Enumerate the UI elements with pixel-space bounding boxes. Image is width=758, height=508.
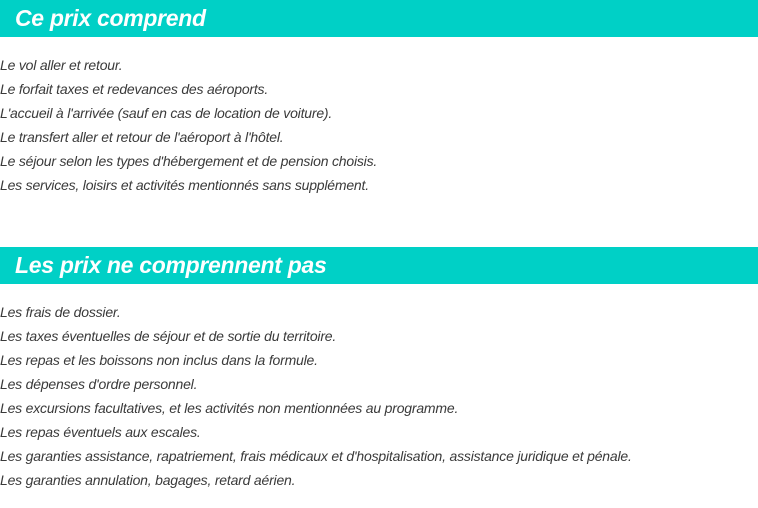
list-item: Les services, loisirs et activités mentionnés sans supplément. — [0, 177, 369, 193]
list-item: Les frais de dossier. — [0, 304, 121, 320]
list-item: Le transfert aller et retour de l'aéroport à l'hôtel. — [0, 129, 284, 145]
list-item: Les excursions facultatives, et les activités non mentionnées au programme. — [0, 400, 459, 416]
list-item: Les repas et les boissons non inclus dans la formule. — [0, 352, 318, 368]
included-items-list — [0, 53, 377, 197]
list-item: Les dépenses d'ordre personnel. — [0, 376, 198, 392]
list-item: L'accueil à l'arrivée (sauf en cas de location de voiture). — [0, 105, 333, 121]
excluded-section-title: Les prix ne comprennent pas — [15, 252, 327, 278]
list-item: Les garanties annulation, bagages, retard aérien. — [0, 472, 296, 488]
list-item: Le séjour selon les types d'hébergement et de pension choisis. — [0, 153, 378, 169]
list-item: Le forfait taxes et redevances des aéroports. — [0, 81, 269, 97]
excluded-section-header — [0, 247, 758, 284]
list-item: Les repas éventuels aux escales. — [0, 424, 201, 440]
included-section-title: Ce prix comprend — [15, 5, 206, 31]
list-item: Les garanties assistance, rapatriement, frais médicaux et d'hospitalisation, assistance juridique et pénale. — [0, 448, 632, 464]
list-item: Le vol aller et retour. — [0, 57, 123, 73]
included-section-header — [0, 0, 758, 37]
excluded-items-list — [0, 300, 632, 492]
list-item: Les taxes éventuelles de séjour et de sortie du territoire. — [0, 328, 337, 344]
